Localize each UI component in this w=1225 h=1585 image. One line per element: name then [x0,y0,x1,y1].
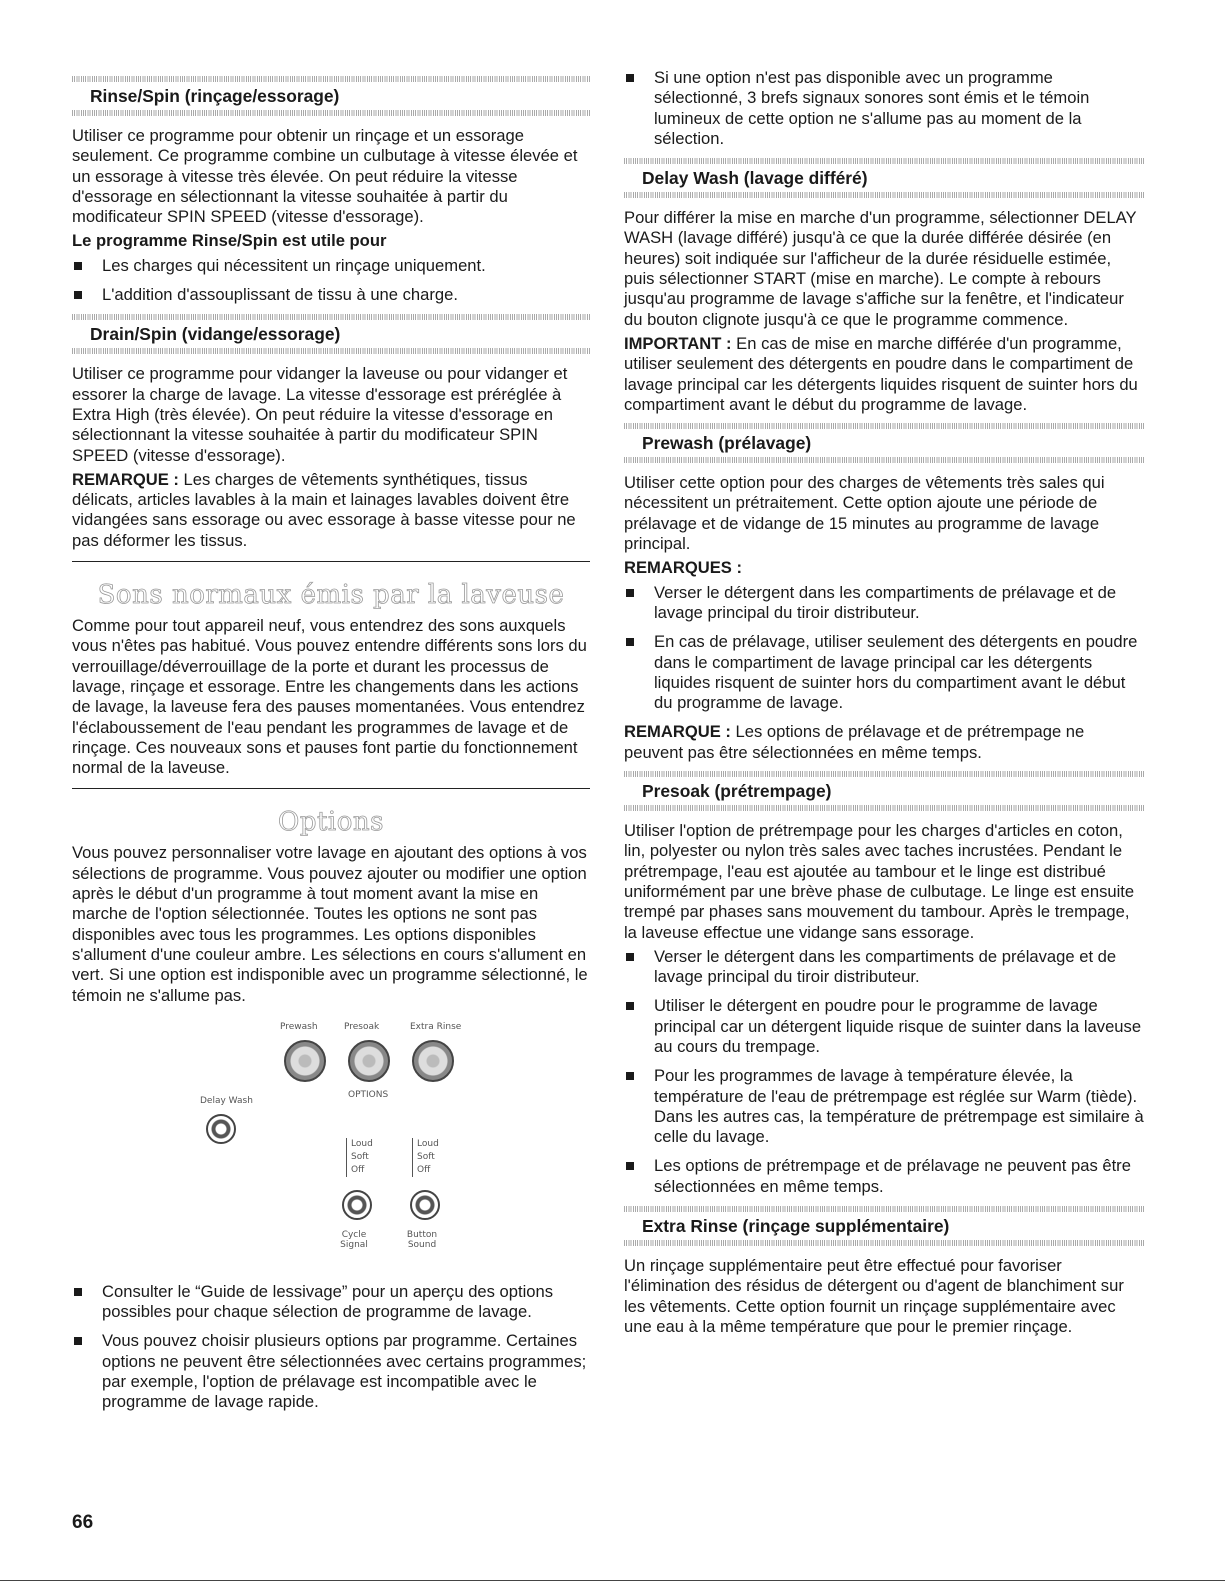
prewash-notes-heading: REMARQUES : [624,558,743,578]
bullet-icon [626,953,634,961]
drain-spin-body: Utiliser ce programme pour vidanger la laveuse ou pour vidanger et essorer la charge de lavage. La vitesse d'essorage est préréglée à Extra High (très élevée). On peut réduire la vitesse d'essorage en sélectionnant la vitesse souhaitée à partir du modificateur SPIN SPEED (vitesse d'essorage). [72,364,568,465]
list-item: Les charges qui nécessitent un rinçage uniquement. [72,256,590,276]
prewash-heading [624,423,1144,463]
options-label: OPTIONS [348,1089,389,1100]
intro-list [624,68,1144,149]
bullet-icon [626,1072,634,1080]
page-number: 66 [72,1512,94,1533]
presoak-heading [624,771,1144,811]
list-item: Verser le détergent dans les compartiments de prélavage et de lavage principal du tiroir distributeur. [624,947,1144,988]
presoak-list [624,947,1144,1197]
section-divider [72,788,590,789]
presoak-body: Utiliser l'option de prétrempage pour les charges d'articles en coton, lin, polyester ou nylon très sales avec taches incrustées. Pendant le prétrempage, l'eau est ajoutée au tambour et le linge est distribué uniformément par une brève phase de culbutage. Le linge est ensuite trempé par phases sans mouvement du tambour. Après le trempage, la laveuse effectue une vidange sans essorage. [624,821,1135,942]
left-column [72,68,590,1422]
presoak-title: Presoak (prétrempage) [642,781,832,802]
list-item: En cas de prélavage, utiliser seulement des détergents en poudre dans le compartiment de lavage principal car les détergents liquides risquent de suinter hors du compartiment avant le début du programme de lavage. [624,632,1144,713]
bullet-icon [626,74,634,82]
list-item: Utiliser le détergent en poudre pour le programme de lavage principal car un détergent liquide risque de suinter dans la laveuse au cours du trempage. [624,996,1144,1057]
delay-wash-important: IMPORTANT : En cas de mise en marche différée d'un programme, utiliser seulement des détergents en poudre dans le compartiment de lavage principal car les détergents liquides risquent de suinter hors du compartiment avant le début du programme de lavage. [624,333,1138,414]
section-divider [72,561,590,562]
extra-rinse-label: Extra Rinse [410,1021,462,1032]
presoak-label: Presoak [344,1021,380,1032]
delay-wash-title: Delay Wash (lavage différé) [642,168,868,189]
extra-rinse-heading [624,1206,1144,1246]
bullet-icon [74,1337,82,1345]
bullet-icon [74,291,82,299]
rinse-spin-list [72,256,590,306]
options-list [72,1282,590,1413]
prewash-body: Utiliser cette option pour des charges de vêtements très sales qui nécessitent un prétraitement. Cette option ajoute une période de prélavage et de vidange de 15 minutes au programme de lavage principal. [624,473,1105,554]
delay-wash-label: Delay Wash [200,1095,253,1106]
note-label: REMARQUE : [72,469,179,489]
cycle-signal-button[interactable] [342,1190,372,1220]
cycle-signal-label: Cycle Signal [340,1229,368,1250]
extra-rinse-title: Extra Rinse (rinçage supplémentaire) [642,1216,950,1237]
prewash-label: Prewash [280,1021,318,1032]
button-sound-button[interactable] [410,1190,440,1220]
cycle-signal-levels: Loud Soft Off [346,1138,373,1177]
list-item: Si une option n'est pas disponible avec un programme sélectionné, 3 brefs signaux sonores sont émis et le témoin lumineux de cette option ne s'allume pas au moment de la sélection. [624,68,1144,149]
rinse-spin-heading [72,76,590,116]
bullet-icon [626,638,634,646]
bottom-divider [0,1580,1225,1581]
list-item: Verser le détergent dans les compartiments de prélavage et de lavage principal du tiroir distributeur. [624,583,1144,624]
list-item: Les options de prétrempage et de prélavage ne peuvent pas être sélectionnées en même temps. [624,1156,1144,1197]
bullet-icon [74,262,82,270]
right-column [624,68,1144,1341]
list-item: Vous pouvez choisir plusieurs options par programme. Certaines options ne peuvent être sélectionnées avec certains programmes; par exemple, l'option de prélavage est incompatible avec le programme de lavage rapide. [72,1331,590,1412]
list-item: L'addition d'assouplissant de tissu à une charge. [72,285,590,305]
rinse-spin-title: Rinse/Spin (rinçage/essorage) [90,86,340,106]
delay-wash-body: Pour différer la mise en marche d'un programme, sélectionner DELAY WASH (lavage différé) jusqu'à ce que la durée différée désirée (en heures) soit indiquée sur l'afficheur de la durée résiduelle estimée, puis sélectionner START (mise en marche). Le compte à rebours jusqu'au programme de lavage s'affiche sur la fenêtre, et l'indicateur du bouton clignote jusqu'à ce que le programme commence. [624,208,1137,329]
drain-spin-note: REMARQUE : Les charges de vêtements synthétiques, tissus délicats, articles lavables à la main et lainages lavables doivent être vidangées sans essorage ou avec essorage à basse vitesse pour ne pas déformer les tissus. [72,469,576,550]
drain-spin-heading [72,314,590,354]
extra-rinse-button[interactable] [412,1040,454,1082]
sounds-body: Comme pour tout appareil neuf, vous entendrez des sons auxquels vous n'êtes pas habitué. Vous pouvez entendre différents sons lors du verrouillage/déverrouillage de la porte et durant les processus de lavage, rinçage et essorage. Entre les changements dans les actions de lavage, la laveuse fera des pauses momentanées. Vous entendrez l'éclaboussement de l'eau pendant les programmes de lavage et de rinçage. Ces nouveaux sons et pauses font partie du fonctionnement normal de la laveuse. [72,616,587,778]
control-panel-illustration [72,1018,590,1268]
rinse-spin-body: Utiliser ce programme pour obtenir un rinçage et un essorage seulement. Ce programme combine un culbutage à vitesse élevée et un essorage à vitesse très élevée. On peut réduire la vitesse d'essorage en sélectionnant la vitesse souhaitée à partir du modificateur SPIN SPEED (vitesse d'essorage). [72,126,578,227]
prewash-note: REMARQUE : Les options de prélavage et de prétrempage ne peuvent pas être sélectionnées en même temps. [624,722,1085,762]
sounds-title: Sons normaux émis par la laveuse [97,580,565,611]
bullet-icon [626,1162,634,1170]
bullet-icon [626,1002,634,1010]
presoak-button[interactable] [348,1040,390,1082]
delay-wash-heading [624,158,1144,198]
extra-rinse-body: Un rinçage supplémentaire peut être effectué pour favoriser l'élimination des résidus de détergent ou d'agent de blanchiment sur les vêtements. Cette option fournit un rinçage supplémentaire avec une eau à la même température que pour le premier rinçage. [624,1256,1124,1336]
options-body: Vous pouvez personnaliser votre lavage en ajoutant des options à vos sélections de programme. Vous pouvez ajouter ou modifier une option après le début d'un programme à tout moment avant la mise en marche de l'option sélectionnée. Toutes les options ne sont pas disponibles avec tous les programmes. Les options disponibles s'allument d'une couleur ambre. Les sélections en cours s'allument en vert. Si une option est indisponible avec un programme sélectionné, le témoin ne s'allume pas. [72,843,588,1005]
rinse-spin-useful-heading: Le programme Rinse/Spin est utile pour [72,231,387,251]
delay-wash-button[interactable] [206,1114,236,1144]
prewash-button[interactable] [284,1040,326,1082]
prewash-list [624,583,1144,714]
drain-spin-title: Drain/Spin (vidange/essorage) [90,324,341,345]
bullet-icon [626,589,634,597]
button-sound-levels: Loud Soft Off [412,1138,439,1177]
bullet-icon [74,1288,82,1296]
list-item: Pour les programmes de lavage à température élevée, la température de l'eau de prétrempage est réglée sur Warm (tiède). Dans les autres cas, la température de prétrempage est similaire à celle du lavage. [624,1066,1144,1147]
prewash-title: Prewash (prélavage) [642,433,812,454]
options-title: Options [278,807,384,838]
button-sound-label: Button Sound [406,1229,438,1250]
list-item: Consulter le “Guide de lessivage” pour un aperçu des options possibles pour chaque sélection de programme de lavage. [72,1282,590,1323]
